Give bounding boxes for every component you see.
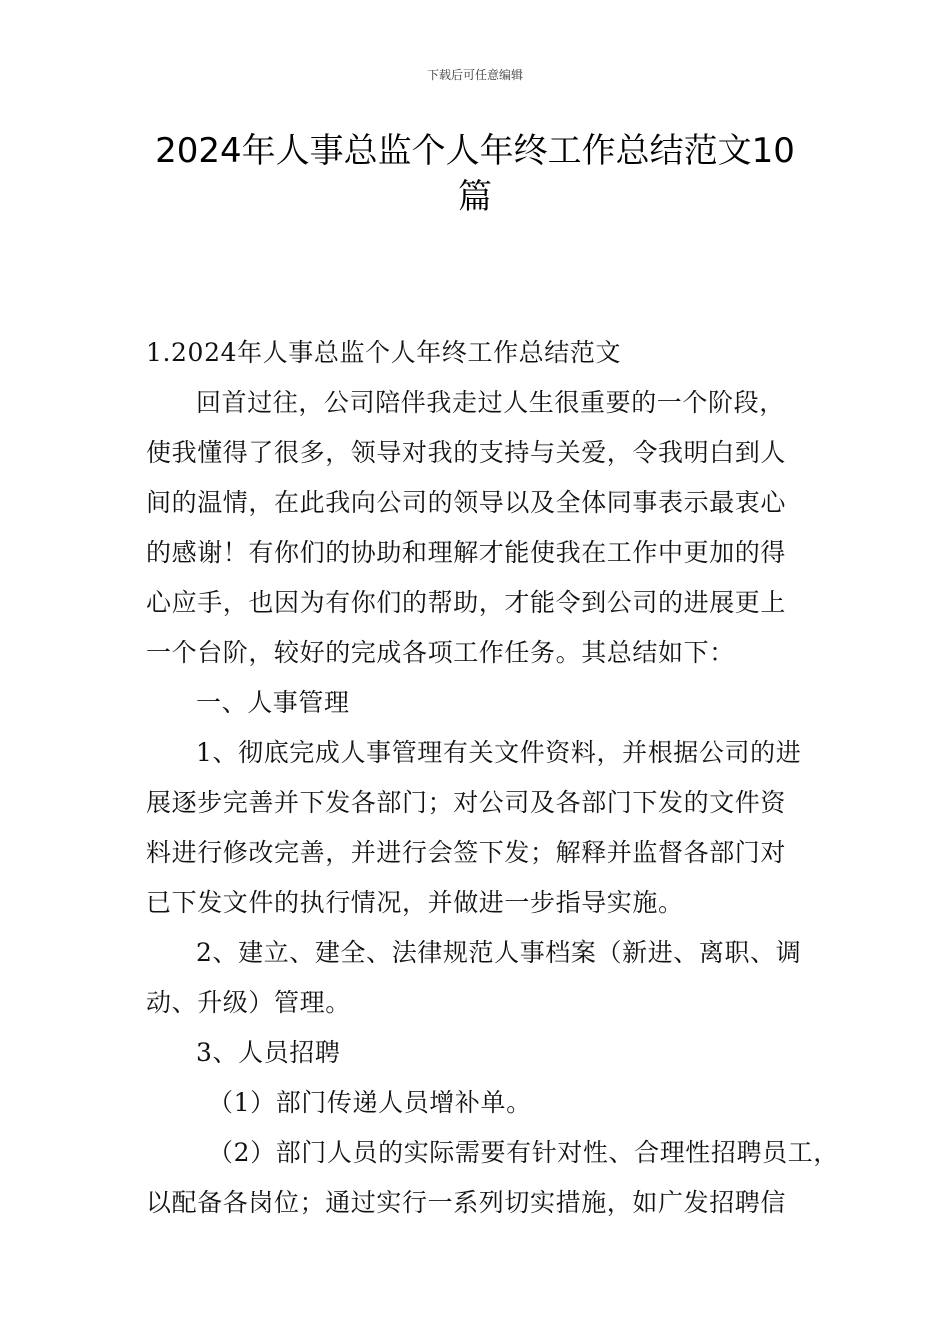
paragraph-line: 的感谢！有你们的协助和理解才能使我在工作中更加的得 bbox=[146, 538, 787, 567]
paragraph-line: 使我懂得了很多，领导对我的支持与关爱，令我明白到人 bbox=[146, 438, 787, 467]
paragraph-line: 间的温情，在此我向公司的领导以及全体同事表示最衷心 bbox=[146, 488, 787, 517]
subheading-recruitment: 3、人员招聘 bbox=[196, 1038, 341, 1067]
list-item: （2）部门人员的实际需要有针对性、合理性招聘员工， bbox=[208, 1138, 839, 1167]
paragraph-line: 动、升级）管理。 bbox=[146, 988, 351, 1017]
paragraph-line: 2、建立、建全、法律规范人事档案（新进、离职、调 bbox=[196, 938, 802, 967]
paragraph-line: 展逐步完善并下发各部门；对公司及各部门下发的文件资 bbox=[146, 788, 787, 817]
paragraph-line: 一个台阶，较好的完成各项工作任务。其总结如下： bbox=[146, 638, 735, 667]
subheading-hr-management: 一、人事管理 bbox=[196, 688, 350, 717]
document-title bbox=[120, 128, 830, 220]
paragraph-line: 回首过往，公司陪伴我走过人生很重要的一个阶段， bbox=[196, 388, 785, 417]
paragraph-line: 以配备各岗位；通过实行一系列切实措施，如广发招聘信 bbox=[146, 1188, 787, 1217]
header-note: 下载后可任意编辑 bbox=[426, 68, 523, 82]
paragraph-line: 已下发文件的执行情况，并做进一步指导实施。 bbox=[146, 888, 684, 917]
document-body bbox=[146, 328, 839, 1228]
title-line-1: 2024年人事总监个人年终工作总结范文10 bbox=[155, 131, 795, 171]
section-heading-1: 1.2024年人事总监个人年终工作总结范文 bbox=[146, 338, 622, 367]
paragraph-line: 1、彻底完成人事管理有关文件资料，并根据公司的进 bbox=[196, 738, 802, 767]
paragraph-line: 心应手，也因为有你们的帮助，才能令到公司的进展更上 bbox=[146, 588, 787, 617]
paragraph-line: 料进行修改完善，并进行会签下发；解释并监督各部门对 bbox=[146, 838, 787, 867]
list-item: （1）部门传递人员增补单。 bbox=[208, 1088, 532, 1117]
title-line-2: 篇 bbox=[458, 177, 492, 217]
